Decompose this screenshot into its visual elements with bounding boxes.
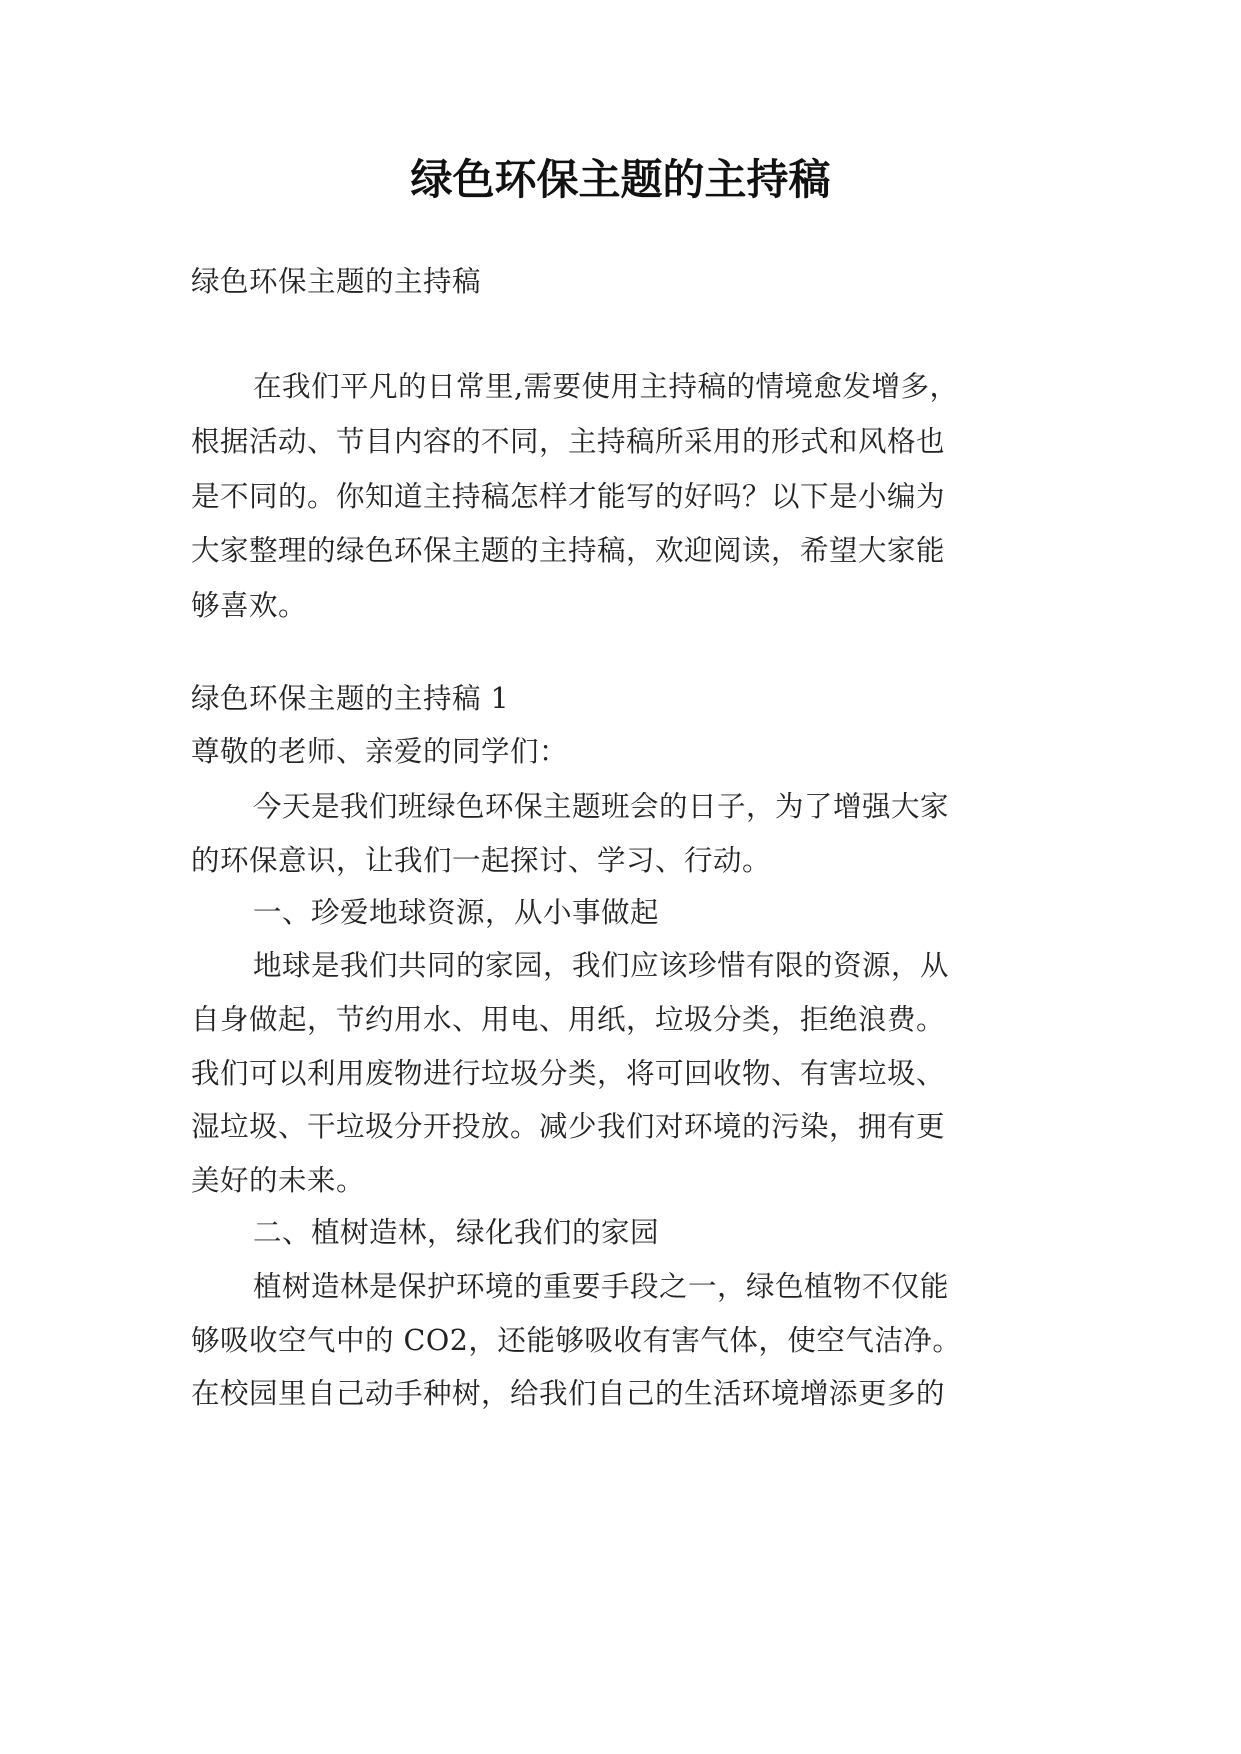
intro-line: 是不同的。你知道主持稿怎样才能写的好吗？以下是小编为	[191, 480, 946, 513]
point1-line: 湿垃圾、干垃圾分开投放。减少我们对环境的污染，拥有更	[191, 1110, 946, 1143]
intro-line: 够喜欢。	[191, 589, 308, 622]
point2-line: 植树造林是保护环境的重要手段之一，绿色植物不仅能	[253, 1270, 950, 1303]
greeting: 尊敬的老师、亲爱的同学们：	[191, 735, 569, 768]
point1-line: 自身做起，节约用水、用电、用纸，垃圾分类，拒绝浪费。	[191, 1003, 946, 1036]
point1-line: 地球是我们共同的家园，我们应该珍惜有限的资源，从	[253, 949, 950, 982]
opening-line: 的环保意识，让我们一起探讨、学习、行动。	[191, 844, 772, 877]
point2-heading: 二、植树造林，绿化我们的家园	[253, 1216, 660, 1249]
section-heading: 绿色环保主题的主持稿 1	[191, 682, 510, 715]
point1-line: 美好的未来。	[191, 1164, 366, 1197]
intro-line: 根据活动、节目内容的不同，主持稿所采用的形式和风格也	[191, 425, 946, 458]
intro-line: 在我们平凡的日常里,需要使用主持稿的情境愈发增多，	[253, 370, 959, 403]
point1-line: 我们可以利用废物进行垃圾分类，将可回收物、有害垃圾、	[191, 1057, 946, 1090]
document-subtitle: 绿色环保主题的主持稿	[191, 265, 482, 298]
point2-line: 够吸收空气中的 CO2，还能够吸收有害气体，使空气洁净。	[191, 1324, 962, 1357]
document-title: 绿色环保主题的主持稿	[410, 155, 831, 204]
opening-line: 今天是我们班绿色环保主题班会的日子，为了增强大家	[253, 790, 950, 823]
point1-heading: 一、珍爱地球资源，从小事做起	[253, 896, 660, 929]
intro-line: 大家整理的绿色环保主题的主持稿，欢迎阅读，希望大家能	[191, 534, 946, 567]
point2-line: 在校园里自己动手种树，给我们自己的生活环境增添更多的	[191, 1377, 946, 1410]
